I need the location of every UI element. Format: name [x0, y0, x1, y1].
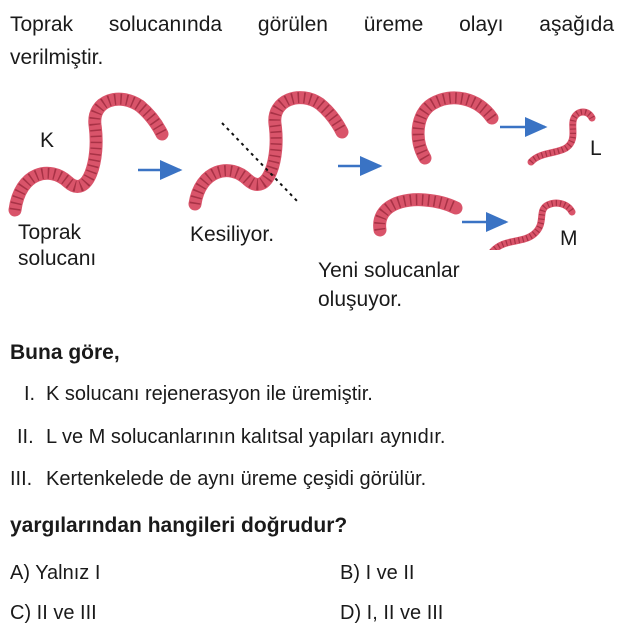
option-c[interactable] — [10, 602, 97, 625]
caption-1-line-2: solucanı — [18, 247, 97, 270]
option-b-letter: B) — [340, 562, 360, 584]
label-l: L — [590, 137, 602, 160]
statement-text-1: K solucanı rejenerasyon ile üremiştir. — [46, 383, 373, 405]
statement-num-1: I. — [24, 383, 36, 405]
statement-num-2: II. — [17, 426, 34, 448]
question-intro-line-1: Toprak solucanında görülen üreme olayı aşağıda — [10, 13, 614, 36]
label-m: M — [560, 227, 578, 250]
caption-kesiliyor: Kesiliyor. — [190, 223, 275, 246]
caption-3-line-1: Yeni solucanlar — [318, 259, 460, 282]
caption-1-line-1: Toprak — [18, 221, 82, 244]
statement-num-3: III. — [10, 468, 33, 490]
option-d-letter: D) — [340, 602, 362, 624]
option-c-letter: C) — [10, 602, 32, 624]
question-prompt: yargılarından hangileri doğrudur? — [10, 514, 348, 537]
option-a[interactable] — [10, 562, 100, 585]
statement-text-2: L ve M solucanlarının kalıtsal yapıları aynıdır. — [46, 426, 446, 448]
question-intro — [10, 8, 614, 74]
option-a-letter: A) — [10, 562, 30, 584]
option-c-text: II ve III — [36, 602, 97, 624]
caption-toprak-solucani — [18, 220, 96, 272]
option-b-text: I ve II — [365, 562, 415, 584]
option-d-text: I, II ve III — [366, 602, 444, 624]
question-stem: Buna göre, — [10, 341, 120, 364]
worm-k — [15, 99, 162, 210]
option-d[interactable] — [340, 602, 443, 625]
option-a-text: Yalnız I — [35, 562, 101, 584]
question-intro-line-2: verilmiştir. — [10, 46, 104, 69]
label-k: K — [40, 129, 55, 152]
worm-bottom-piece — [380, 200, 456, 230]
worm-l — [531, 112, 592, 162]
option-b[interactable] — [340, 562, 414, 585]
worm-top-piece — [418, 98, 492, 158]
statement-text-3: Kertenkelede de aynı üreme çeşidi görülür. — [46, 468, 427, 490]
caption-yeni-solucanlar — [318, 256, 460, 314]
caption-3-line-2: oluşuyor. — [318, 288, 403, 311]
worm-being-cut — [195, 98, 342, 204]
